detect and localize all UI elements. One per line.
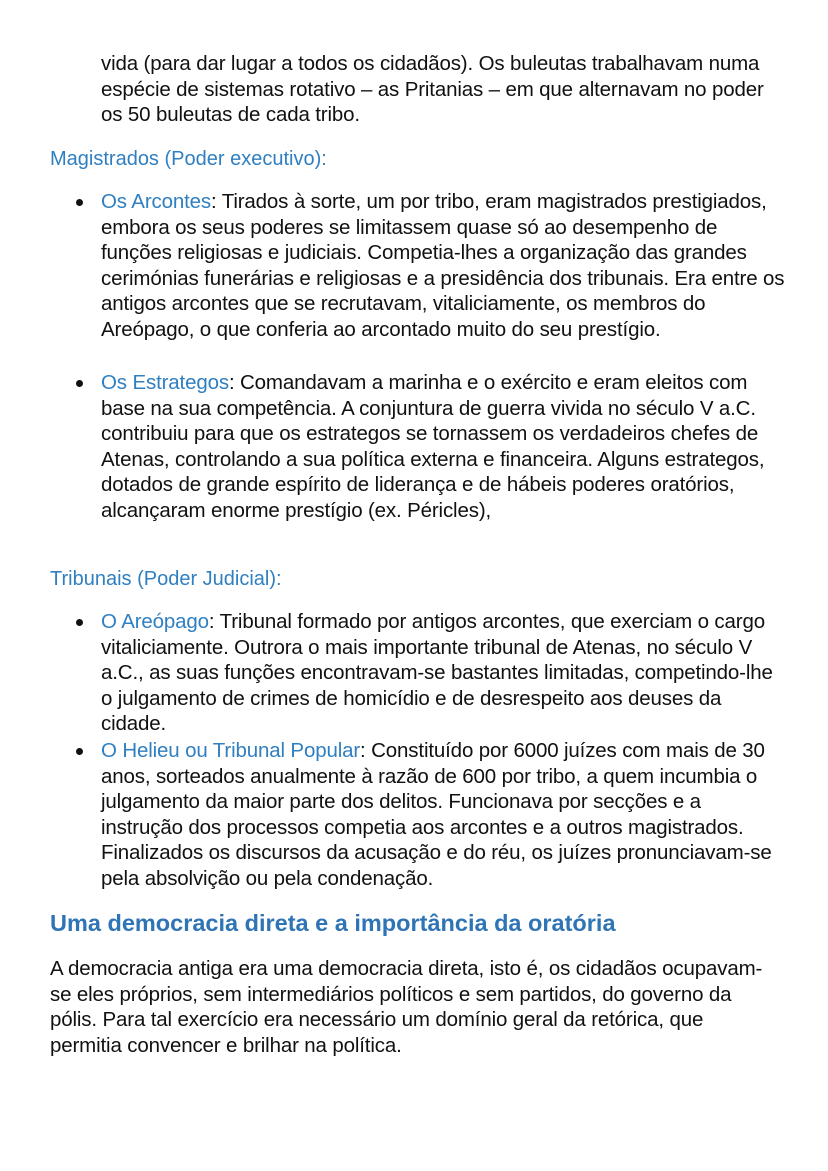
intro-paragraph: vida (para dar lugar a todos os cidadãos). Os buleutas trabalhavam numa espécie de sistemas rotativo – as Pritanias – em que alternavam no poder os 50 buleutas de cada tribo. (101, 52, 764, 127)
item-text: : Tribunal formado por antigos arcontes, que exerciam o cargo vitaliciamente. Outrora o mais importante tribunal de Atenas, no século V a.C., as suas funções encontravam-se bastantes limitadas, competindo-lhe o julgamento de crimes de homicídio e de desrespeito aos deuses da cidade. (101, 610, 773, 736)
term-estrategos: Os Estrategos (101, 371, 229, 394)
section-heading: Uma democracia direta e a importância da oratória (50, 910, 616, 936)
bullet-icon (76, 380, 83, 387)
list-item-arcontes (101, 189, 786, 343)
bullet-icon (76, 199, 83, 206)
item-text: : Tirados à sorte, um por tribo, eram magistrados prestigiados, embora os seus poderes se limitassem quase só ao desempenho de funções religiosas e judiciais. Competia-lhes a organização das grandes cerimónias funerárias e religiosas e a presidência dos tribunais. Era entre os antigos arcontes que se recrutavam, vitaliciamente, os membros do Areópago, o que conferia ao arcontado muito do seu prestígio. (101, 190, 785, 341)
item-text: : Constituído por 6000 juízes com mais de 30 anos, sorteados anualmente à razão de 600 por tribo, a quem incumbia o julgamento da maior parte dos delitos. Funcionava por secções e a instrução dos processos competia aos arcontes e a outros magistrados. Finalizados os discursos da acusação e do réu, os juízes pronunciavam-se pela absolvição ou pela condenação. (101, 739, 772, 890)
closing-paragraph: A democracia antiga era uma democracia direta, isto é, os cidadãos ocupavam-se eles próprios, sem intermediários políticos e sem partidos, do governo da pólis. Para tal exercício era necessário um domínio geral da retórica, que permitia convencer e brilhar na política. (50, 957, 763, 1057)
list-item-estrategos (101, 370, 786, 524)
item-text: : Comandavam a marinha e o exército e eram eleitos com base na sua competência. A conjuntura de guerra vivida no século V a.C. contribuiu para que os estrategos se tornassem os verdadeiros chefes de Atenas, controlando a sua política externa e financeira. Alguns estrategos, dotados de grande espírito de liderança e de hábeis poderes oratórios, alcançaram enorme prestígio (ex. Péricles), (101, 371, 765, 522)
section-title-magistrados: Magistrados (Poder executivo): (50, 148, 327, 170)
bullet-icon (76, 619, 83, 626)
term-arcontes: Os Arcontes (101, 190, 212, 213)
term-areopago: O Areópago (101, 610, 209, 633)
term-helieu: O Helieu ou Tribunal Popular (101, 739, 361, 762)
section-title-tribunais: Tribunais (Poder Judicial): (50, 568, 282, 590)
bullet-icon (76, 748, 83, 755)
list-item-helieu (101, 738, 786, 892)
list-item-areopago (101, 609, 786, 737)
